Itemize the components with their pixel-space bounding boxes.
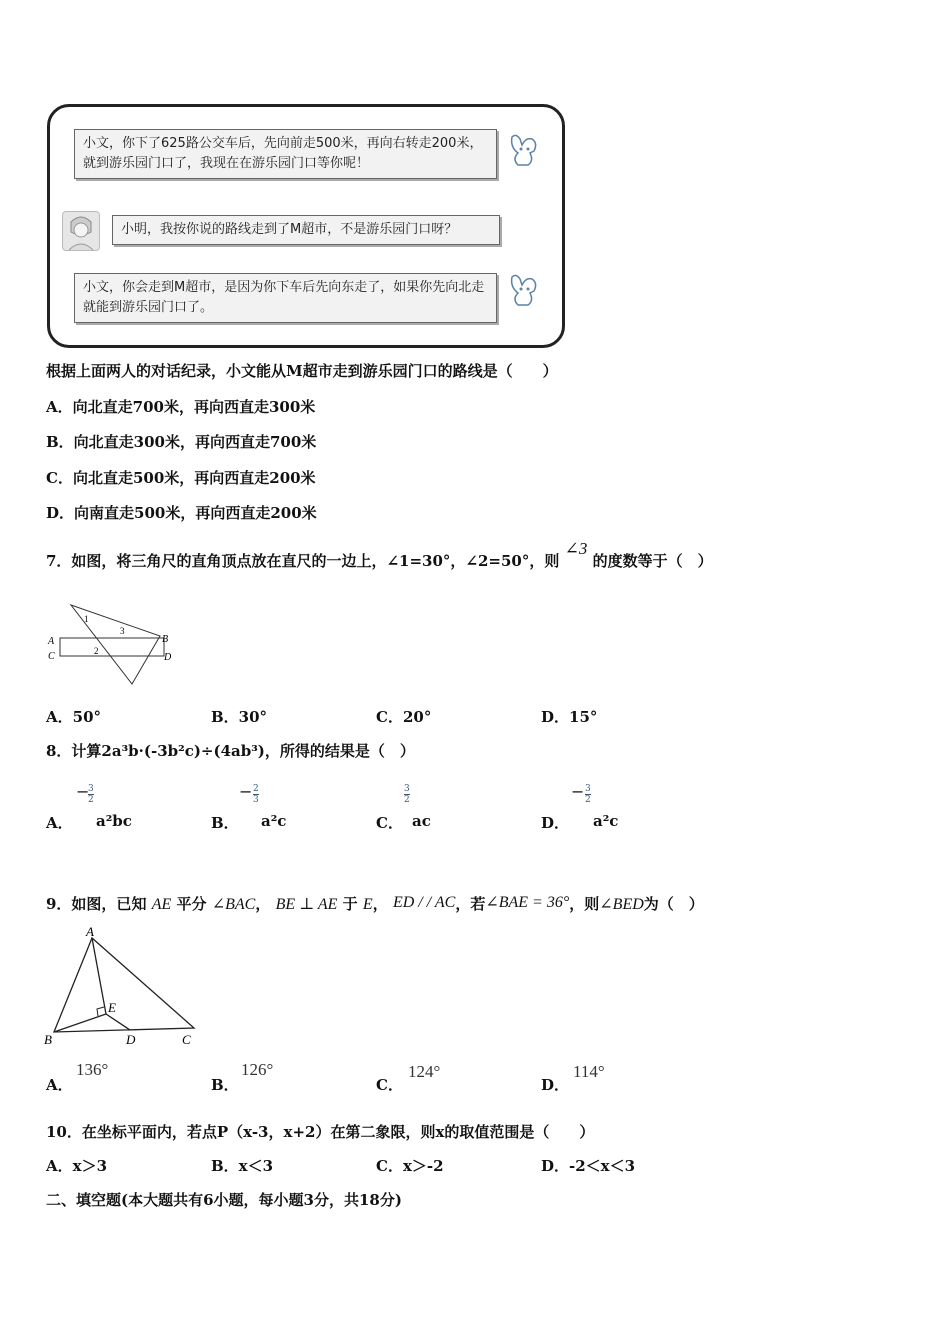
q7-option-d: D．15°: [541, 708, 598, 726]
chat-bubble-xiaoming-1: 小文，你下了625路公交车后，先向前走500米，再向右转走200米，就到游乐园门口了，我现在在游乐园门口等你呢！: [74, 129, 497, 179]
q9-label-e: E: [108, 1000, 116, 1015]
q8-stem: 8．计算2a³b·(-3b²c)÷(4ab³)，所得的结果是（ ）: [46, 742, 415, 760]
q9-bac: ∠BAC: [211, 896, 256, 913]
q9-option-a-value: 136°: [76, 1060, 109, 1079]
girl-avatar-icon: [508, 133, 542, 169]
q8-option-c-term: ac: [412, 812, 431, 830]
q9-stem: 9．如图，已知 AE 平分 ∠BAC， BE ⊥ AE 于 E， ED / / AC，若∠BAE = 36°，则∠BED为（ ）: [46, 894, 704, 913]
q8-option-d-term: a²c: [593, 812, 619, 830]
minus-sign: −: [76, 782, 90, 801]
q9-bae: ∠BAE = 36°: [485, 894, 570, 911]
q6-option-b: B．向北直走300米，再向西直走700米: [46, 433, 317, 451]
q7-label-b: B: [162, 634, 169, 645]
q7-label-1: 1: [84, 614, 89, 624]
q9-option-d: [541, 1060, 681, 1096]
q9-option-b-letter: B．: [211, 1076, 239, 1094]
q7-label-c: C: [48, 651, 55, 662]
chat-bubble-xiaowen: 小明，我按你说的路线走到了M超市，不是游乐园门口呀？: [112, 215, 500, 245]
q9-stem-part: ，若: [455, 895, 486, 913]
q9-label-d: D: [126, 1032, 136, 1047]
q9-stem-part: 为（ ）: [643, 895, 704, 913]
q10-option-c: C．x＞-2: [376, 1157, 444, 1175]
q8-option-a-fraction: $\frac{3}{2}$: [88, 784, 94, 805]
q9-option-b-value: 126°: [241, 1060, 274, 1079]
q7-angle3: ∠3: [564, 539, 588, 558]
q7-option-c: C．20°: [376, 708, 432, 726]
chat-illustration: [47, 104, 565, 348]
q7-label-d: D: [164, 652, 172, 663]
q9-e: E: [362, 896, 373, 913]
minus-sign: −: [239, 782, 253, 801]
section-2-heading: 二、填空题(本大题共有6小题，每小题3分，共18分): [46, 1191, 402, 1209]
q9-triangle-figure: [42, 924, 202, 1050]
q9-stem-part: ，则: [569, 895, 600, 913]
q8-option-d: [541, 782, 671, 832]
q8-option-b-term: a²c: [261, 812, 287, 830]
q9-option-b: [211, 1060, 351, 1096]
q7-stem-text: 7．如图，将三角尺的直角顶点放在直尺的一边上，∠1=30°，∠2=50°，则: [46, 552, 560, 570]
q9-label-c: C: [182, 1032, 191, 1047]
q7-stem: [46, 539, 713, 571]
minus-sign: −: [571, 782, 585, 801]
q9-option-c-value: 124°: [408, 1062, 441, 1081]
q9-be-perp-ae: BE ⊥ AE: [275, 896, 338, 913]
q8-option-a-letter: A．: [46, 814, 73, 832]
q7-label-a: A: [48, 636, 55, 647]
q10-option-b: B．x＜3: [211, 1157, 274, 1175]
q9-stem-part: 于: [342, 895, 358, 913]
q8-option-c-fraction: $\frac{3}{2}$: [404, 784, 410, 805]
q8-option-b-fraction: $\frac{2}{3}$: [253, 784, 259, 805]
q7-ruler-triangle-figure: [44, 598, 184, 690]
q10-option-a: A．x＞3: [46, 1157, 108, 1175]
q6-option-a: A．向北直走700米，再向西直走300米: [46, 398, 316, 416]
q9-label-b: B: [44, 1032, 52, 1047]
q6-stem: 根据上面两人的对话纪录，小文能从M超市走到游乐园门口的路线是（ ）: [46, 362, 558, 380]
q8-option-b-letter: B．: [211, 814, 239, 832]
q10-stem: 10．在坐标平面内，若点P（x-3，x+2）在第二象限，则x的取值范围是（ ）: [46, 1123, 595, 1141]
chat-bubble-xiaoming-2: 小文，你会走到M超市，是因为你下车后先向东走了，如果你先向北走就能到游乐园门口了。: [74, 273, 497, 323]
boy-avatar-icon: [62, 211, 100, 251]
q8-option-b: [211, 782, 341, 832]
q9-option-c-letter: C．: [376, 1076, 403, 1094]
q9-bed: ∠BED: [599, 896, 644, 913]
q9-ae: AE: [151, 896, 172, 913]
q8-option-d-letter: D．: [541, 814, 570, 832]
q8-option-c: [376, 782, 506, 832]
q9-option-c: [376, 1060, 516, 1096]
q7-option-a: A．50°: [46, 708, 102, 726]
q9-option-a-letter: A．: [46, 1076, 73, 1094]
q9-stem-part: 平分: [176, 895, 207, 913]
q9-stem-part: 9．如图，已知: [46, 895, 147, 913]
q7-option-b: B．30°: [211, 708, 268, 726]
q10-option-d: D．-2＜x＜3: [541, 1157, 636, 1175]
q6-option-c: C．向北直走500米，再向西直走200米: [46, 469, 316, 487]
q9-label-a: A: [86, 924, 94, 939]
q8-option-a: [46, 782, 176, 832]
q6-option-d: D．向南直走500米，再向西直走200米: [46, 504, 317, 522]
q9-option-d-letter: D．: [541, 1076, 570, 1094]
girl-avatar-icon: [508, 273, 542, 309]
q7-stem-tail: 的度数等于（ ）: [592, 552, 713, 570]
q7-label-2: 2: [94, 646, 99, 656]
q8-option-d-fraction: $\frac{3}{2}$: [585, 784, 591, 805]
q8-option-c-letter: C．: [376, 814, 403, 832]
q9-option-a: [46, 1060, 186, 1096]
q9-ed-parallel-ac: ED / / AC: [392, 894, 456, 911]
q7-label-3: 3: [120, 626, 125, 636]
q8-option-a-term: a²bc: [96, 812, 132, 830]
q9-option-d-value: 114°: [573, 1062, 605, 1081]
